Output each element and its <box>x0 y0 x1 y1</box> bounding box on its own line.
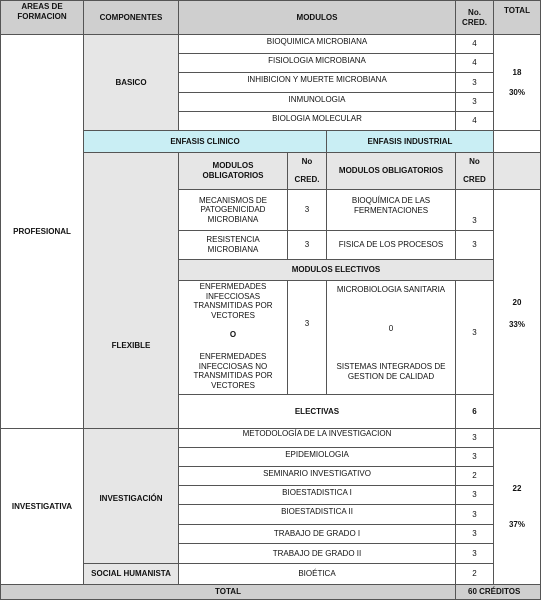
flexible-total: 20 <box>512 298 522 308</box>
flex-header-modulos-industrial: MODULOS OBLIGATORIOS <box>326 152 456 190</box>
clinico-electivos-cell <box>178 280 288 395</box>
basico-percent: 30% <box>508 87 525 97</box>
basico-cred-1: 4 <box>455 34 494 54</box>
clinico-elec-2: ENFERMEDADES INFECCIOSAS NO TRANSMITIDAS POR VECTORES <box>193 351 273 390</box>
basico-module-3: INHIBICION Y MUERTE MICROBIANA <box>178 72 456 93</box>
flex-header-no-industrial: No <box>469 157 480 167</box>
inv-module-7: TRABAJO DE GRADO II <box>178 543 456 564</box>
basico-cred-3: 3 <box>455 72 494 93</box>
inv-module-4: BIOESTADISTICA I <box>178 485 456 505</box>
clinico-elec-or: O <box>229 330 237 340</box>
basico-total: 18 <box>512 67 522 77</box>
header-modulos: MODULOS <box>178 0 456 35</box>
header-componentes: COMPONENTES <box>83 0 179 35</box>
inv-cred-4: 3 <box>455 485 494 505</box>
enfasis-industrial: ENFASIS INDUSTRIAL <box>326 130 494 153</box>
inv-cred-7: 3 <box>455 543 494 564</box>
basico-total-cell <box>493 34 541 131</box>
enfasis-clinico: ENFASIS CLINICO <box>83 130 327 153</box>
basico-cred-5: 4 <box>455 111 494 131</box>
basico-module-4: INMUNOLOGIA <box>178 92 456 112</box>
basico-module-2: FISIOLOGIA MICROBIANA <box>178 53 456 73</box>
electivas-label: ELECTIVAS <box>178 394 456 429</box>
inv-cred-5: 3 <box>455 504 494 525</box>
clinico-elec-cred: 3 <box>287 280 327 395</box>
industrial-elec-or: 0 <box>388 323 394 333</box>
clinico-oblig-2-cred: 3 <box>287 230 327 260</box>
basico-cred-4: 3 <box>455 92 494 112</box>
industrial-electivos-cell <box>326 280 456 395</box>
flex-header-no-clinico: No <box>301 157 313 167</box>
inv-module-3: SEMINARIO INVESTIGATIVO <box>178 466 456 486</box>
investigativa-percent: 37% <box>508 519 525 529</box>
basico-module-5: BIOLOGIA MOLECULAR <box>178 111 456 131</box>
inv-module-1: METODOLOGÍA DE LA INVESTIGACION <box>178 428 456 448</box>
footer-total-label: TOTAL <box>0 584 456 600</box>
flexible-total-cell <box>493 189 541 429</box>
modulos-electivos-header: MODULOS ELECTIVOS <box>178 259 494 281</box>
componente-social-humanista: SOCIAL HUMANISTA <box>83 563 179 585</box>
social-module: BIOÉTICA <box>178 563 456 585</box>
inv-module-2: EPIDEMIOLOGIA <box>178 447 456 467</box>
flex-header-cred-clinico <box>287 152 327 190</box>
electivas-cred: 6 <box>455 394 494 429</box>
industrial-oblig-1-cred: 3 <box>455 189 494 231</box>
inv-cred-2: 3 <box>455 447 494 467</box>
inv-cred-1: 3 <box>455 428 494 448</box>
industrial-elec-cred: 3 <box>455 280 494 395</box>
industrial-oblig-2: FISICA DE LOS PROCESOS <box>326 230 456 260</box>
flex-header-total-empty <box>493 152 541 190</box>
header-total: TOTAL <box>493 0 541 35</box>
basico-module-1: BIOQUIMICA MICROBIANA <box>178 34 456 54</box>
industrial-oblig-1: BIOQUÍMICA DE LAS FERMENTACIONES <box>326 189 456 231</box>
industrial-elec-2: SISTEMAS INTEGRADOS DE GESTION DE CALIDAD <box>336 362 446 381</box>
header-cred: No. CRED. <box>455 0 494 35</box>
inv-cred-6: 3 <box>455 524 494 544</box>
area-profesional: PROFESIONAL <box>0 34 84 429</box>
footer-creditos: 60 CRÉDITOS <box>455 584 541 600</box>
componente-investigacion: INVESTIGACIÓN <box>83 428 179 564</box>
flex-header-credlabel-industrial: CRED <box>463 175 486 184</box>
flex-header-credlabel-clinico: CRED. <box>294 175 320 184</box>
clinico-oblig-1-cred: 3 <box>287 189 327 231</box>
industrial-oblig-2-cred: 3 <box>455 230 494 260</box>
flex-header-cred-industrial <box>455 152 494 190</box>
investigativa-total: 22 <box>512 483 522 493</box>
enfasis-total-empty <box>493 130 541 153</box>
basico-cred-2: 4 <box>455 53 494 73</box>
social-cred: 2 <box>455 563 494 585</box>
flex-header-modulos-clinico: MODULOS OBLIGATORIOS <box>178 152 288 190</box>
header-areas: AREAS DE FORMACION <box>0 0 84 35</box>
inv-module-5: BIOESTADISTICA II <box>178 504 456 525</box>
componente-basico: BASICO <box>83 34 179 131</box>
clinico-oblig-1: MECANISMOS DE PATOGENICIDAD MICROBIANA <box>178 189 288 231</box>
industrial-elec-1: MICROBIOLOGIA SANITARIA <box>336 285 446 294</box>
componente-flexible: FLEXIBLE <box>83 152 179 429</box>
inv-module-6: TRABAJO DE GRADO I <box>178 524 456 544</box>
area-investigativa: INVESTIGATIVA <box>0 428 84 585</box>
inv-cred-3: 2 <box>455 466 494 486</box>
investigativa-total-cell <box>493 428 541 585</box>
clinico-oblig-2: RESISTENCIA MICROBIANA <box>178 230 288 260</box>
clinico-elec-1: ENFERMEDADES INFECCIOSAS TRANSMITIDAS POR VECTORES <box>193 282 273 320</box>
flexible-percent: 33% <box>508 320 525 329</box>
